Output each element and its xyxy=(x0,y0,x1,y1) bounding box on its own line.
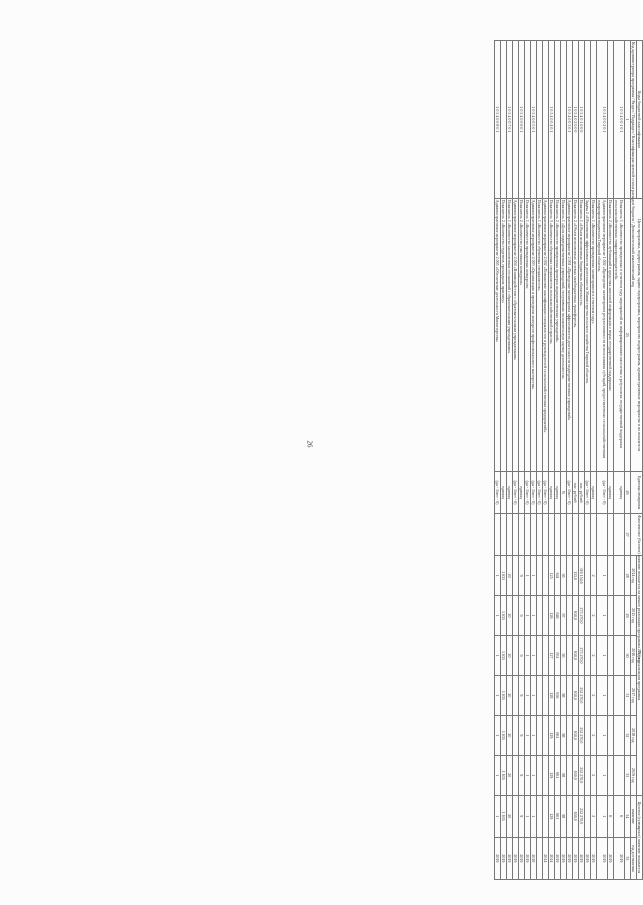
row-unit: единиц xyxy=(507,472,513,514)
row-text: Показатель 2 «Количество проведенных проверок подведомственных учреждений» xyxy=(555,198,561,471)
row-year-value xyxy=(537,556,543,596)
row-code xyxy=(537,41,543,199)
header-target-class: Классификация целевой статьи расходов бюджета xyxy=(631,135,636,222)
row-year-value: 125 xyxy=(549,556,555,596)
row-year-value xyxy=(513,556,519,596)
row-unit: (да - 1/нет - 0) xyxy=(567,472,573,514)
row-fact xyxy=(591,514,597,556)
row-year-value xyxy=(585,675,591,715)
column-number: 35 xyxy=(625,837,631,879)
row-year-value xyxy=(513,635,519,675)
row-target-value xyxy=(585,795,591,837)
row-text: Показатель 1 «Доля подведомственных учреждений, получивших положительную оценку деятельности» xyxy=(561,198,567,471)
row-year-value: 1 xyxy=(525,715,531,755)
row-unit: единиц xyxy=(501,472,507,514)
row-year-value: 1 xyxy=(531,675,537,715)
row-year-value: 98 xyxy=(561,675,567,715)
row-unit: тыс. рублей xyxy=(573,472,579,514)
row-fact xyxy=(525,514,531,556)
row-target-year: 2014 xyxy=(543,837,549,879)
row-target-value: 1 635 xyxy=(501,795,507,837)
row-text: Задача 2 «Обеспечение эффективности деятельности Министерства сельского хозяйства Тверской области» xyxy=(585,198,591,471)
row-year-value: 1 xyxy=(531,596,537,636)
row-fact xyxy=(573,514,579,556)
row-year-value: 9 xyxy=(519,755,525,795)
row-year-value xyxy=(614,635,625,675)
row-year-value xyxy=(585,556,591,596)
header-year-2: 2015 год xyxy=(631,596,637,636)
row-code xyxy=(591,41,597,199)
row-year-value: 155,0 xyxy=(573,556,579,596)
row-year-value xyxy=(567,596,573,636)
row-target-value: 252 270,0 xyxy=(579,795,585,837)
row-target-value xyxy=(567,795,573,837)
column-number: 33 xyxy=(625,755,631,795)
table-row xyxy=(501,41,507,880)
row-code xyxy=(543,41,549,199)
row-text: Показатель 2 «Количество студентов, прошедших практику» xyxy=(501,198,507,471)
row-year-value xyxy=(608,715,614,755)
row-year-value: 650,0 xyxy=(573,715,579,755)
row-code xyxy=(501,41,507,199)
row-year-value: 1 xyxy=(495,596,501,636)
row-fact xyxy=(501,514,507,556)
row-year-value: 9 xyxy=(519,635,525,675)
row-year-value: 1 xyxy=(495,755,501,795)
row-year-value xyxy=(567,635,573,675)
row-year-value xyxy=(585,596,591,636)
row-year-value xyxy=(513,596,519,636)
row-year-value: 20 xyxy=(507,635,513,675)
header-unit: Единица измерения xyxy=(631,472,643,514)
row-code: 1 0 5 4 0 0 8 0 1 xyxy=(495,41,501,199)
row-unit: тыс. рублей xyxy=(579,472,585,514)
row-fact xyxy=(608,514,614,556)
header-year-5: 2018 год xyxy=(631,715,637,755)
row-year-value xyxy=(537,675,543,715)
row-year-value: 252 270,0 xyxy=(579,755,585,795)
page-number: 26 xyxy=(305,440,314,448)
row-year-value: 651 xyxy=(555,635,561,675)
row-year-value xyxy=(614,755,625,795)
row-target-year xyxy=(537,837,543,879)
row-year-value xyxy=(537,596,543,636)
table-row xyxy=(591,41,597,880)
row-year-value xyxy=(608,675,614,715)
table-row xyxy=(555,41,561,880)
row-unit: единиц xyxy=(555,472,561,514)
row-year-value: 1 635 xyxy=(501,715,507,755)
rotated-table-container xyxy=(123,40,643,880)
row-unit: % xyxy=(561,472,567,514)
table-row xyxy=(597,41,608,880)
row-year-value xyxy=(585,755,591,795)
table-row xyxy=(519,41,525,880)
row-year-value: 650,0 xyxy=(573,755,579,795)
table-row xyxy=(543,41,549,880)
header-subsection: Подраздел xyxy=(631,114,636,133)
row-fact xyxy=(537,514,543,556)
row-year-value: 661 xyxy=(555,755,561,795)
row-year-value: 1 xyxy=(531,715,537,755)
row-year-value xyxy=(513,675,519,715)
row-target-year: 2019 xyxy=(507,837,513,879)
column-number-row xyxy=(625,41,631,880)
row-year-value xyxy=(543,675,549,715)
row-target-value xyxy=(513,795,519,837)
row-text: Показатель 1 «Количество проведенных в отчетном году мероприятий по информированию населения о результатах государственной поддержки сельскохозяйственных товаропроизводителей» xyxy=(614,198,625,471)
table-row xyxy=(537,41,543,880)
row-code: 1 0 5 4 0 2 0 0 0 xyxy=(573,41,579,199)
row-year-value: 129 xyxy=(549,755,555,795)
row-text: Показатель 1 «Количество проведенных конкурсов» xyxy=(525,198,531,471)
row-unit: (да - 1/нет - 0) xyxy=(543,472,549,514)
column-number: 1 xyxy=(625,41,631,199)
row-year-value xyxy=(614,675,625,715)
row-year-value: 656 xyxy=(555,675,561,715)
row-year-value xyxy=(513,715,519,755)
row-year-value: 98 xyxy=(561,715,567,755)
header-achieve-year: год достижения xyxy=(631,837,637,879)
row-year-value: 2 xyxy=(591,635,597,675)
row-target-year: 2018 xyxy=(531,837,537,879)
column-number: 34 xyxy=(625,795,631,837)
row-target-value: 1 xyxy=(531,795,537,837)
row-year-value: 1 xyxy=(495,675,501,715)
row-target-value: 1 xyxy=(525,795,531,837)
row-target-value: 1 xyxy=(495,795,501,837)
column-number: 26 xyxy=(625,472,631,514)
row-target-year: 2019 xyxy=(495,837,501,879)
row-code xyxy=(608,41,614,199)
row-fact xyxy=(579,514,585,556)
table-row xyxy=(567,41,573,880)
table-row xyxy=(495,41,501,880)
row-code: 1 0 5 4 0 0 3 0 1 xyxy=(567,41,573,199)
row-unit: единиц xyxy=(614,472,625,514)
row-year-value: 95 xyxy=(561,556,567,596)
row-unit: единиц xyxy=(608,472,614,514)
row-target-year: 2019 xyxy=(579,837,585,879)
row-year-value: 252 270,0 xyxy=(579,675,585,715)
row-unit: (да - 1/нет - 0) xyxy=(585,472,591,514)
row-year-value: 20 xyxy=(507,556,513,596)
row-fact xyxy=(614,514,625,556)
row-target-year: 2014 xyxy=(549,837,555,879)
row-text: Показатель 2 «Объем исполненных целевых межбюджетных трансфертов» xyxy=(573,198,579,471)
row-target-year: 2019 xyxy=(561,837,567,879)
row-fact xyxy=(549,514,555,556)
row-year-value: 97 xyxy=(561,596,567,636)
row-year-value: 1 635 xyxy=(501,755,507,795)
row-year-value: 2 xyxy=(591,755,597,795)
row-year-value: 1 xyxy=(597,635,608,675)
table-row xyxy=(561,41,567,880)
row-code xyxy=(525,41,531,199)
row-year-value: 1 xyxy=(495,635,501,675)
row-year-value: 20 xyxy=(507,755,513,795)
row-year-value: 127 xyxy=(549,635,555,675)
row-year-value: 650,0 xyxy=(573,635,579,675)
row-year-value: 128 xyxy=(549,675,555,715)
column-number: 25 xyxy=(625,198,631,471)
row-target-value: 650,0 xyxy=(573,795,579,837)
header-classification: Код администратора программы / Раздел / Подраздел / Классификация целевой статьи расходов бюджета / Дополнительный аналитический код xyxy=(631,42,636,287)
row-year-value: 1 xyxy=(597,596,608,636)
row-target-value: 20 xyxy=(507,795,513,837)
row-code: 1 0 5 4 0 1 0 0 0 xyxy=(579,41,585,199)
row-year-value: 9 xyxy=(519,556,525,596)
row-text: Административное мероприятие 2.001 «Проведение мониторинга эффективности деятельности подведомственных учреждений» xyxy=(567,198,573,471)
row-year-value: 1 xyxy=(597,715,608,755)
row-text: Показатель 1 «Объем исполненных бюджетных обязательств» xyxy=(579,198,585,471)
header-years-group: Годы реализации программы xyxy=(637,556,643,796)
row-year-value: 20 xyxy=(507,715,513,755)
row-target-year: 2019 xyxy=(585,837,591,879)
row-text: Показатель 1 «Количество заключенных соглашений с образовательными учреждениями» xyxy=(507,198,513,471)
row-code: 1 0 5 4 0 0 7 0 1 xyxy=(507,41,513,199)
row-year-value: 641 xyxy=(555,556,561,596)
row-year-value: 1 635 xyxy=(501,635,507,675)
row-code xyxy=(555,41,561,199)
row-text: Показатель 1 «Количество проведенных мониторингов в отчетном году» xyxy=(591,198,597,471)
row-text: Показатель 2 «Количество участников конкурсов» xyxy=(519,198,525,471)
row-year-value: 661 xyxy=(555,715,561,755)
row-code xyxy=(585,41,591,199)
row-year-value xyxy=(543,715,549,755)
row-year-value: 1 xyxy=(597,675,608,715)
row-code: 1 0 5 4 0 0 4 0 1 xyxy=(549,41,555,199)
row-year-value xyxy=(608,556,614,596)
row-year-value: 1 635 xyxy=(501,596,507,636)
row-target-year: 2019 xyxy=(614,837,625,879)
row-year-value: 273 270,0 xyxy=(579,635,585,675)
row-year-value: 1 xyxy=(525,635,531,675)
row-text: Административное мероприятие 2.004 «Взаимодействие с образовательными учреждениями» xyxy=(513,198,519,471)
table-row xyxy=(608,41,614,880)
program-indicators-table xyxy=(494,40,643,880)
row-code: 1 0 5 4 0 0 5 0 1 xyxy=(531,41,537,199)
row-target-year: 2019 xyxy=(513,837,519,879)
header-goal: Цели программы, подпрограммы, задачи подпрограммы, мероприятия подпрограммы, административные мероприятия и их показатели xyxy=(631,198,643,471)
row-year-value xyxy=(567,715,573,755)
row-year-value: 1 xyxy=(597,556,608,596)
header-addl-class: Дополнительный аналитический код xyxy=(631,224,636,287)
row-target-year: 2019 xyxy=(567,837,573,879)
row-target-year: 2019 xyxy=(597,837,608,879)
column-number: 27 xyxy=(625,514,631,556)
row-unit: (да - 1/нет - 0) xyxy=(525,472,531,514)
row-target-year: 2019 xyxy=(519,837,525,879)
row-fact xyxy=(555,514,561,556)
row-year-value xyxy=(513,755,519,795)
row-year-value: 650,0 xyxy=(573,596,579,636)
row-unit: (да - 1/нет - 0) xyxy=(495,472,501,514)
header-value: значение xyxy=(631,795,637,837)
row-code xyxy=(561,41,567,199)
row-year-value xyxy=(608,596,614,636)
row-year-value: 98 xyxy=(561,755,567,795)
row-unit: единиц xyxy=(549,472,555,514)
row-target-year: 2019 xyxy=(555,837,561,879)
row-year-value xyxy=(537,715,543,755)
row-year-value: 2 xyxy=(591,675,597,715)
row-year-value: 9 xyxy=(519,596,525,636)
row-year-value: 1 xyxy=(531,556,537,596)
row-year-value: 2 xyxy=(591,596,597,636)
row-target-year: 2019 xyxy=(608,837,614,879)
row-year-value xyxy=(608,755,614,795)
row-target-value: 661 xyxy=(555,795,561,837)
row-year-value: 1 xyxy=(531,635,537,675)
row-year-value: 95 xyxy=(561,635,567,675)
column-number: 30 xyxy=(625,635,631,675)
row-fact xyxy=(519,514,525,556)
row-fact xyxy=(495,514,501,556)
table-row xyxy=(507,41,513,880)
column-number: 28 xyxy=(625,556,631,596)
table-row xyxy=(513,41,519,880)
row-text: Административное мероприятие 2.003 «Организация и проведение конкурсов профессионального мастерства» xyxy=(531,198,537,471)
row-year-value: 1 635 xyxy=(501,675,507,715)
row-year-value: 2 xyxy=(591,556,597,596)
row-year-value xyxy=(585,715,591,755)
row-fact xyxy=(507,514,513,556)
table-row xyxy=(579,41,585,880)
row-unit: единиц xyxy=(519,472,525,514)
row-code xyxy=(513,41,519,199)
column-number: 32 xyxy=(625,715,631,755)
row-year-value xyxy=(567,675,573,715)
row-year-value xyxy=(585,635,591,675)
row-year-value xyxy=(537,755,543,795)
row-year-value: 316 154,6 xyxy=(579,556,585,596)
header-codes: Коды бюджетной классификации xyxy=(637,41,643,199)
row-year-value: 1 xyxy=(495,556,501,596)
row-year-value: 9 xyxy=(519,715,525,755)
row-year-value xyxy=(567,755,573,795)
row-target-value: 129 xyxy=(549,795,555,837)
row-year-value: 1 xyxy=(525,556,531,596)
row-text: Показатель 3 «Количество обученных специалистов сельскохозяйственной отрасли» xyxy=(549,198,555,471)
header-section: Раздел xyxy=(631,100,636,112)
row-year-value: 1 xyxy=(531,755,537,795)
header-year-1: 2014 год xyxy=(631,556,637,596)
row-year-value: 20 xyxy=(507,675,513,715)
row-unit: (да - 1/нет - 0) xyxy=(537,472,543,514)
row-fact xyxy=(567,514,573,556)
column-number: 29 xyxy=(625,596,631,636)
table-body xyxy=(495,41,631,880)
row-unit: (да - 1/нет - 0) xyxy=(531,472,537,514)
row-fact xyxy=(531,514,537,556)
row-year-value: 20 xyxy=(507,596,513,636)
row-text: Административное мероприятие 2.002 «Повышение квалификации специалистов и руководителей сельскохозяйственных предприятий» xyxy=(543,198,549,471)
row-year-value xyxy=(543,755,549,795)
row-year-value: 2 xyxy=(591,715,597,755)
row-year-value xyxy=(543,596,549,636)
row-unit: (да - 1/нет - 0) xyxy=(513,472,519,514)
row-code: 1 0 5 4 0 0 2 0 1 xyxy=(597,41,608,199)
row-code: 1 0 5 4 0 0 6 0 1 xyxy=(519,41,525,199)
row-year-value: 1 xyxy=(495,715,501,755)
row-target-value xyxy=(537,795,543,837)
row-year-value xyxy=(567,556,573,596)
column-number: 31 xyxy=(625,675,631,715)
row-fact xyxy=(561,514,567,556)
row-target-value: 1 xyxy=(597,795,608,837)
row-target-year: 2019 xyxy=(501,837,507,879)
row-target-year: 2019 xyxy=(591,837,597,879)
header-target: Целевое (суммарное) значение показателя xyxy=(637,795,643,879)
row-year-value xyxy=(537,635,543,675)
row-text: Административное мероприятие 1.002 «Проведение мониторинга результативности использования субсидий, предоставленных сельскохозяйственным товаропроизводителям Тверской области» xyxy=(597,198,608,471)
row-year-value xyxy=(614,596,625,636)
row-year-value: 126 xyxy=(549,596,555,636)
row-unit: (да - 1/нет - 0) xyxy=(597,472,608,514)
row-unit: единиц xyxy=(591,472,597,514)
header-year-6: 2019 год xyxy=(631,755,637,795)
row-year-value xyxy=(543,556,549,596)
row-target-value: 9 xyxy=(519,795,525,837)
table-row xyxy=(525,41,531,880)
row-year-value xyxy=(614,715,625,755)
row-target-value: 6 xyxy=(614,795,625,837)
row-year-value: 9 xyxy=(519,675,525,715)
table-row xyxy=(531,41,537,880)
row-year-value xyxy=(608,635,614,675)
row-target-year: 2019 xyxy=(525,837,531,879)
row-year-value xyxy=(543,635,549,675)
row-year-value: 129 xyxy=(549,715,555,755)
row-target-year: 2019 xyxy=(573,837,579,879)
row-text: Показатель 2 «Количество публикаций в средствах массовой информации о мерах государственной поддержки» xyxy=(608,198,614,471)
row-target-value xyxy=(543,795,549,837)
table-row xyxy=(585,41,591,880)
row-target-value: 98 xyxy=(561,795,567,837)
row-text: Административное мероприятие 2.005 «Обеспечение деятельности Министерства» xyxy=(495,198,501,471)
row-year-value: 1 xyxy=(525,675,531,715)
header-fact: Фактическое (базовое) значение показателя на начало реализации программы 2013 год xyxy=(631,514,643,556)
table-row xyxy=(614,41,625,880)
row-year-value: 252 270,0 xyxy=(579,715,585,755)
header-admin-code: Код администратора программы xyxy=(631,42,636,98)
row-target-value: 6 xyxy=(608,795,614,837)
row-fact xyxy=(543,514,549,556)
row-fact xyxy=(597,514,608,556)
row-year-value xyxy=(614,556,625,596)
row-fact xyxy=(585,514,591,556)
row-year-value: 1 xyxy=(525,596,531,636)
header-year-4: 2017 год xyxy=(631,675,637,715)
row-year-value: 273 270,0 xyxy=(579,596,585,636)
row-text: Показатель 1 «Количество обученных специалистов» xyxy=(537,198,543,471)
row-year-value: 1 635 xyxy=(501,556,507,596)
row-year-value: 1 xyxy=(597,755,608,795)
header-year-3: 2016 год xyxy=(631,635,637,675)
row-year-value: 646 xyxy=(555,596,561,636)
table-row xyxy=(573,41,579,880)
row-year-value: 650,0 xyxy=(573,675,579,715)
row-code: 1 0 5 4 0 0 1 0 1 xyxy=(614,41,625,199)
table-row xyxy=(549,41,555,880)
row-fact xyxy=(513,514,519,556)
row-year-value: 1 xyxy=(525,755,531,795)
row-target-value: 2 xyxy=(591,795,597,837)
